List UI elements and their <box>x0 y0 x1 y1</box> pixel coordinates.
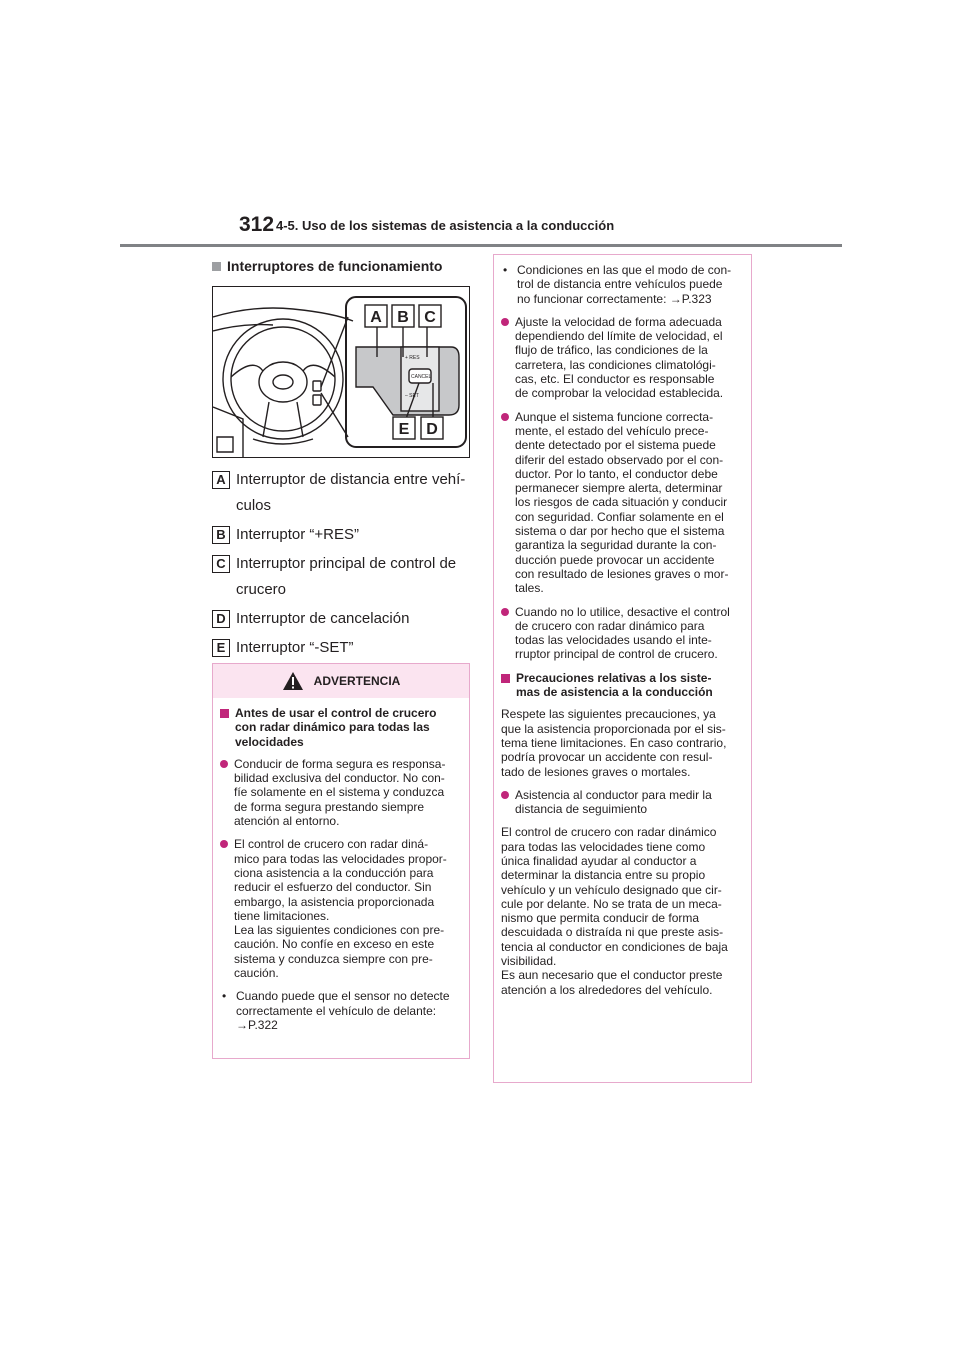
warning-bullet: Conducir de forma segura es responsa- bilidad exclusiva del conductor. No con- fíe solamente en el sistema y conduzca de forma segura prestando siempre atención al entorno. <box>220 757 461 828</box>
bullet-dot-icon <box>220 840 228 848</box>
steering-wheel-figure <box>212 286 470 458</box>
list-item <box>212 606 472 632</box>
right-bullet: Cuando no lo utilice, desactive el control de crucero con radar dinámico para todas las velocidades usando el inte- rruptor principal de control de crucero. <box>501 605 743 662</box>
bullet-dot-icon <box>501 318 509 326</box>
steering-wheel-illustration <box>213 287 469 457</box>
right-heading: Precauciones relativas a los siste- mas de asistencia a la conducción <box>501 671 743 700</box>
bullet-dot-icon <box>501 413 509 421</box>
figure-set-text: – SET <box>405 393 419 399</box>
square-bullet-icon <box>501 674 510 683</box>
section-title: Interruptores de funcionamiento <box>227 258 443 274</box>
list-item <box>212 635 472 661</box>
list-item-text: Interruptor principal de control de crucero <box>236 555 457 598</box>
letter-badge: E <box>212 639 230 657</box>
section-heading <box>212 258 442 274</box>
right-dash-text: Condiciones en las que el modo de con- trol de distancia entre vehículos puede no funcionar correctamente: <box>517 263 732 306</box>
right-warning-box <box>493 254 752 1083</box>
bullet-dot-icon <box>501 608 509 616</box>
list-item <box>212 551 472 603</box>
square-bullet-icon <box>212 262 221 271</box>
letter-badge: D <box>212 610 230 628</box>
warning-dash-item <box>220 989 461 1032</box>
page-number: 312 <box>239 213 275 236</box>
right-paragraph: Respete las siguientes precauciones, ya que la asistencia proporcionada por el sis- tema tiene limitaciones. En caso contrario, podría provocar un accidente con resul- tado de lesiones graves o mortales. <box>501 707 727 779</box>
page-reference-link[interactable]: P.322 <box>248 1017 278 1032</box>
right-dash-item <box>501 263 743 306</box>
dash-bullet: • <box>503 263 508 277</box>
list-item-text: Interruptor de distancia entre vehí- culos <box>236 471 466 514</box>
right-bullet: Aunque el sistema funcione correcta- mente, el estado del vehículo prece- dente detectado por el sistema puede diferir del estado observado por el con- ductor. Por lo tanto, el conductor debe permanecer siempre alerta, determinar los riesgos de cada situación y conducir con seguridad. Confiar solamente en el sistema o dar por hecho que el sistema garantiza la seguridad durante la con- ducción puede provocar un accidente con resultado de lesiones graves o mor- tales. <box>501 410 743 596</box>
chapter-title: 4-5. Uso de los sistemas de asistencia a la conducción <box>276 218 615 233</box>
warning-triangle-icon <box>282 671 304 691</box>
right-warning-body <box>494 255 751 997</box>
warning-bullet: El control de crucero con radar diná- mico para todas las velocidades propor- ciona asistencia a la conducción para reducir el esfuerzo del conductor. Sin embargo, la asistencia proporcionada tiene limitaciones. Lea las siguientes condiciones con pre- caución. No confíe en exceso en este sistema y conduzca siempre con pre- caución. <box>220 837 461 980</box>
right-paragraph: El control de crucero con radar dinámico para todas las velocidades tiene como única finalidad ayudar al conductor a determinar la distancia entre su propio vehículo y un vehículo designado que cir- cule por delante. No se trata de un meca- nismo que permita conducir de forma descuidada o distraída ni que preste asis- tencia al conductor en condiciones de baja visibilidad. Es aun necesario que el conductor preste atención a los alrededores del vehículo. <box>501 825 728 997</box>
arrow-right-icon: → <box>236 1017 248 1032</box>
bullet-dot-icon <box>501 791 509 799</box>
switch-list <box>212 467 472 664</box>
header-rule <box>120 244 842 247</box>
list-item <box>212 467 472 519</box>
letter-badge: B <box>212 526 230 544</box>
right-bullet: Asistencia al conductor para medir la distancia de seguimiento <box>501 788 743 817</box>
figure-label-b: B <box>397 309 409 326</box>
warning-box <box>212 663 470 1059</box>
list-item-text: Interruptor “+RES” <box>236 526 359 543</box>
figure-label-e: E <box>398 421 410 438</box>
letter-badge: A <box>212 471 230 489</box>
list-item-text: Interruptor “-SET” <box>236 639 354 656</box>
letter-badge: C <box>212 555 230 573</box>
bullet-dot-icon <box>220 760 228 768</box>
figure-label-d: D <box>426 421 438 438</box>
figure-res-text: + RES <box>405 355 420 361</box>
warning-body <box>213 698 469 1032</box>
right-bullet: Ajuste la velocidad de forma adecuada dependiendo del límite de velocidad, el flujo de tráfico, las condiciones de la carretera, las condiciones climatológi- cas, etc. El conductor es responsable de comprobar la velocidad establecida. <box>501 315 743 401</box>
dash-bullet: • <box>222 989 227 1004</box>
square-bullet-icon <box>220 709 229 718</box>
warning-header <box>213 664 469 698</box>
figure-cancel-text: CANCEL <box>411 374 432 380</box>
warning-heading: Antes de usar el control de crucero con radar dinámico para todas las velocidades <box>220 706 461 749</box>
figure-label-a: A <box>370 309 382 326</box>
warning-dash-text: Cuando puede que el sensor no detecte correctamente el vehículo de delante: <box>236 989 450 1018</box>
warning-title: ADVERTENCIA <box>313 674 401 688</box>
list-item <box>212 522 472 548</box>
figure-label-c: C <box>424 309 436 326</box>
arrow-right-icon: → <box>669 291 682 306</box>
list-item-text: Interruptor de cancelación <box>236 610 410 627</box>
page-reference-link[interactable]: P.323 <box>681 291 712 306</box>
